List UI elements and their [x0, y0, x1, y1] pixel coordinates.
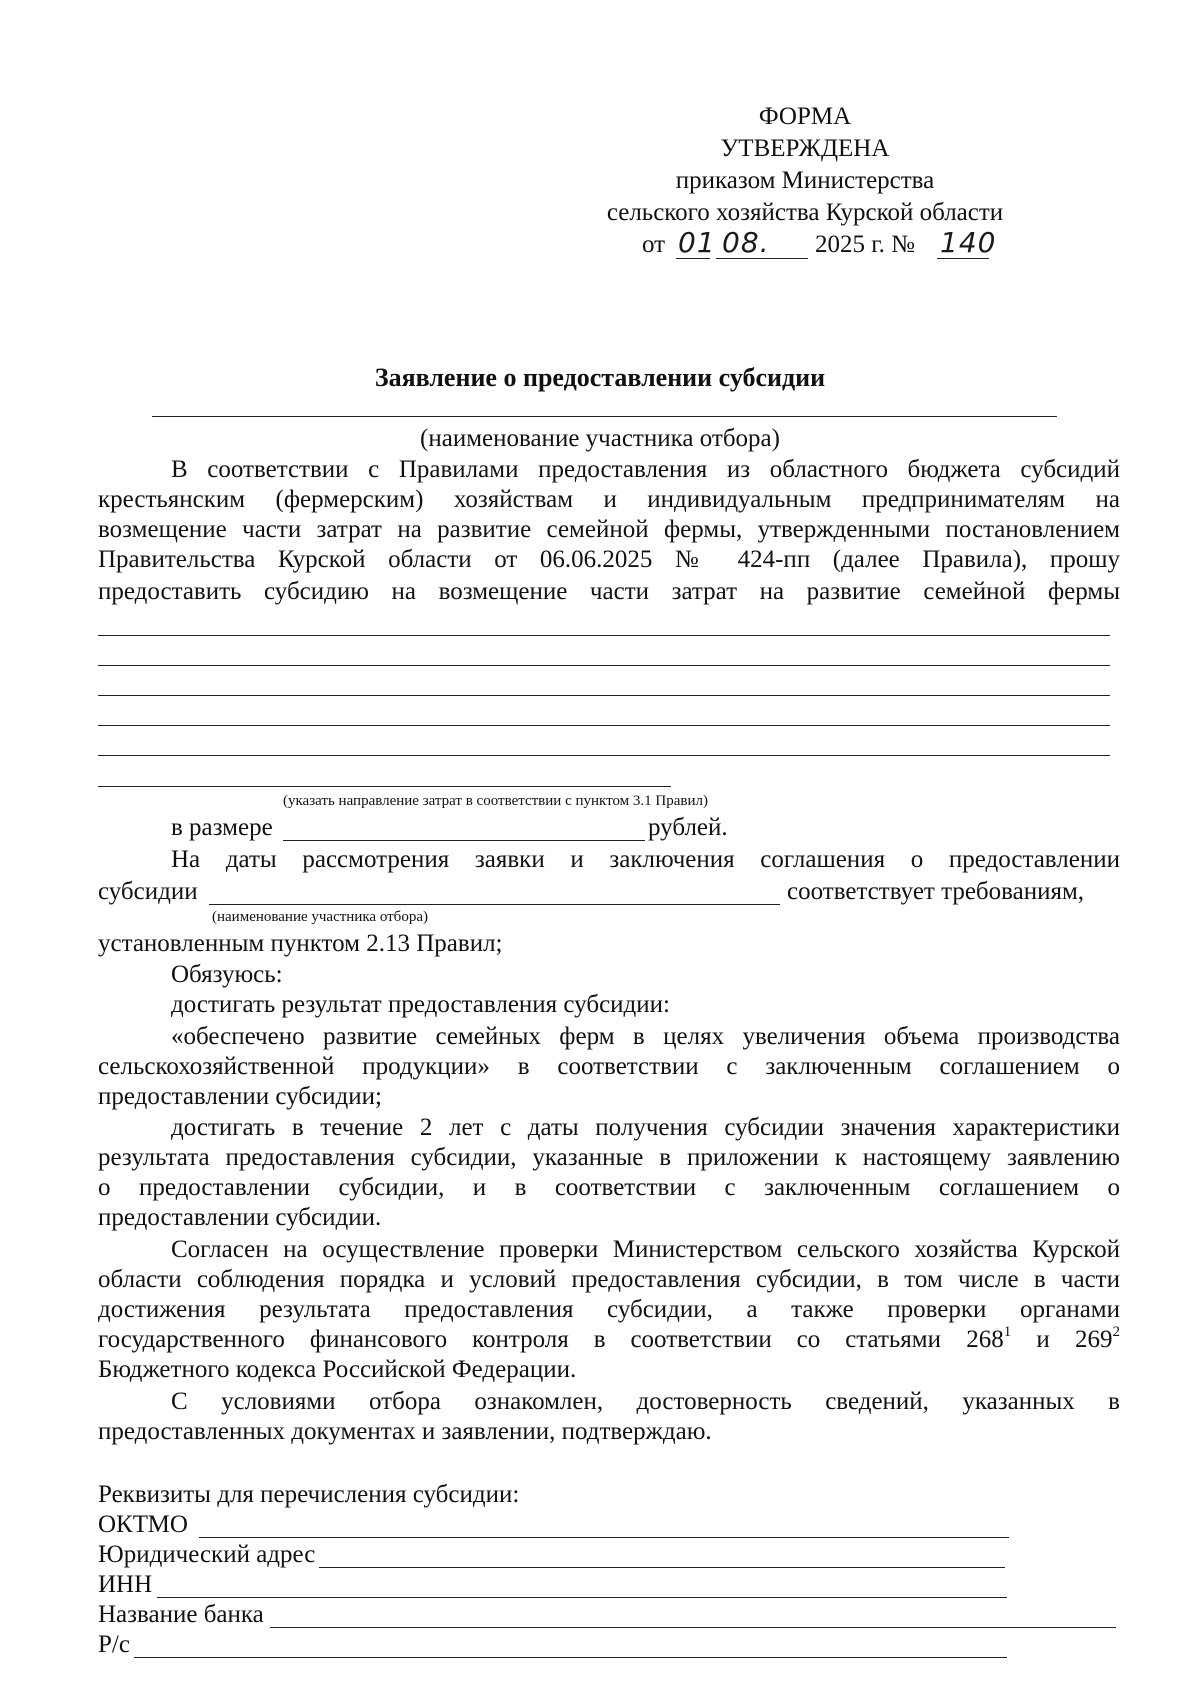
p2-participant-line[interactable] — [209, 904, 780, 905]
direction-line[interactable] — [98, 786, 671, 787]
account-label: Р/с — [98, 1631, 130, 1658]
consent-line-2: области соблюдения порядка и условий предоставления субсидии, в том числе в части — [98, 1266, 1120, 1293]
direction-caption: (указать направление затрат в соответствии с пунктом 3.1 Правил) — [283, 793, 709, 809]
approval-form-label: ФОРМА — [758, 103, 852, 130]
approval-month-handwritten: 08. — [722, 226, 770, 259]
document-title: Заявление о предоставлении субсидии — [374, 363, 826, 392]
p1-line-5: предоставить субсидию на возмещение части затрат на развитие семейной фермы — [98, 578, 1120, 605]
oktmo-field[interactable] — [199, 1537, 1009, 1538]
consent-line-3: достижения результата предоставления субсидии, а также проверки органами — [98, 1296, 1120, 1323]
consent-line-4-text: государственного финансового контроля в соответствии со статьями — [98, 1326, 941, 1353]
direction-line[interactable] — [98, 665, 1110, 666]
quote-line-1: «обеспечено развитие семейных ферм в целях увеличения объема производства — [171, 1023, 1120, 1050]
achieve-result-label: достигать результат предоставления субсидии: — [171, 991, 670, 1018]
amount-suffix: рублей. — [648, 814, 728, 841]
requisites-header: Реквизиты для перечисления субсидии: — [98, 1481, 520, 1508]
achieve-line-3: о предоставлении субсидии, и в соответствии с заключенным соглашением о — [98, 1174, 1120, 1201]
oktmo-label: ОКТМО — [98, 1511, 188, 1538]
p1-line-4: Правительства Курской области от 06.06.2025 № 424-пп (далее Правила), прошу — [98, 546, 1120, 573]
direction-line[interactable] — [98, 755, 1110, 756]
participant-caption: (наименование участника отбора) — [420, 425, 780, 452]
final-line-2: предоставленных документах и заявлении, подтверждаю. — [98, 1418, 712, 1445]
consent-and: и — [1036, 1326, 1050, 1353]
quote-line-3: предоставлении субсидии; — [98, 1083, 382, 1110]
consent-article-269: $269^2$ — [1075, 1323, 1120, 1353]
achieve-line-1: достигать в течение 2 лет с даты получения субсидии значения характеристики — [171, 1114, 1120, 1141]
p2-line-1: На даты рассмотрения заявки и заключения соглашения о предоставлении — [171, 846, 1120, 873]
p2-complies-label: соответствует требованиям, — [787, 878, 1085, 905]
amount-prefix: в размере — [171, 814, 273, 841]
direction-line[interactable] — [98, 635, 1110, 636]
p1-line-3: возмещение части затрат на развитие семейной фермы, утвержденными постановлением — [98, 516, 1120, 543]
p2-subsidy-label: субсидии — [98, 878, 198, 905]
final-line-1: С условиями отбора ознакомлен, достоверность сведений, указанных в — [171, 1388, 1120, 1415]
legal-address-field[interactable] — [319, 1567, 1005, 1568]
approval-approved-label: УТВЕРЖДЕНА — [720, 135, 890, 162]
direction-line[interactable] — [98, 725, 1110, 726]
obligations-label: Обязуюсь: — [171, 961, 283, 988]
inn-field[interactable] — [157, 1597, 1007, 1598]
approval-number-handwritten: 140 — [940, 226, 997, 259]
inn-label: ИНН — [98, 1571, 153, 1598]
approval-year-label: 2025 г. № — [815, 231, 916, 258]
approval-day-handwritten: 01 — [678, 226, 716, 259]
achieve-line-2: результата предоставления субсидии, указанные в приложении к настоящему заявлению — [98, 1144, 1120, 1171]
participant-name-line[interactable] — [152, 416, 1057, 417]
direction-line[interactable] — [98, 695, 1110, 696]
p1-line-2: крестьянским (фермерским) хозяйствам и индивидуальным предпринимателям на — [98, 486, 1120, 513]
bank-name-field[interactable] — [270, 1627, 1116, 1628]
p1-line-1: В соответствии с Правилами предоставления из областного бюджета субсидий — [171, 456, 1120, 483]
account-field[interactable] — [134, 1657, 1007, 1658]
approval-order-label: приказом Министерства — [675, 167, 935, 194]
bank-name-label: Название банка — [98, 1601, 264, 1628]
consent-line-5: Бюджетного кодекса Российской Федерации. — [98, 1356, 577, 1383]
p2-line-3: установленным пунктом 2.13 Правил; — [98, 930, 503, 957]
p2-participant-caption: (наименование участника отбора) — [212, 909, 428, 925]
consent-line-1: Согласен на осуществление проверки Министерством сельского хозяйства Курской — [171, 1236, 1120, 1263]
quote-line-2: сельскохозяйственной продукции» в соответствии с заключенным соглашением о — [98, 1053, 1120, 1080]
approval-date-prefix: от — [642, 231, 666, 258]
approval-ministry-label: сельского хозяйства Курской области — [606, 199, 1004, 226]
legal-address-label: Юридический адрес — [98, 1541, 316, 1568]
consent-article-268: $268^1$ — [966, 1323, 1012, 1353]
achieve-line-4: предоставлении субсидии. — [98, 1204, 382, 1231]
consent-line-4 — [98, 1325, 1120, 1355]
amount-input-line[interactable] — [283, 840, 645, 841]
